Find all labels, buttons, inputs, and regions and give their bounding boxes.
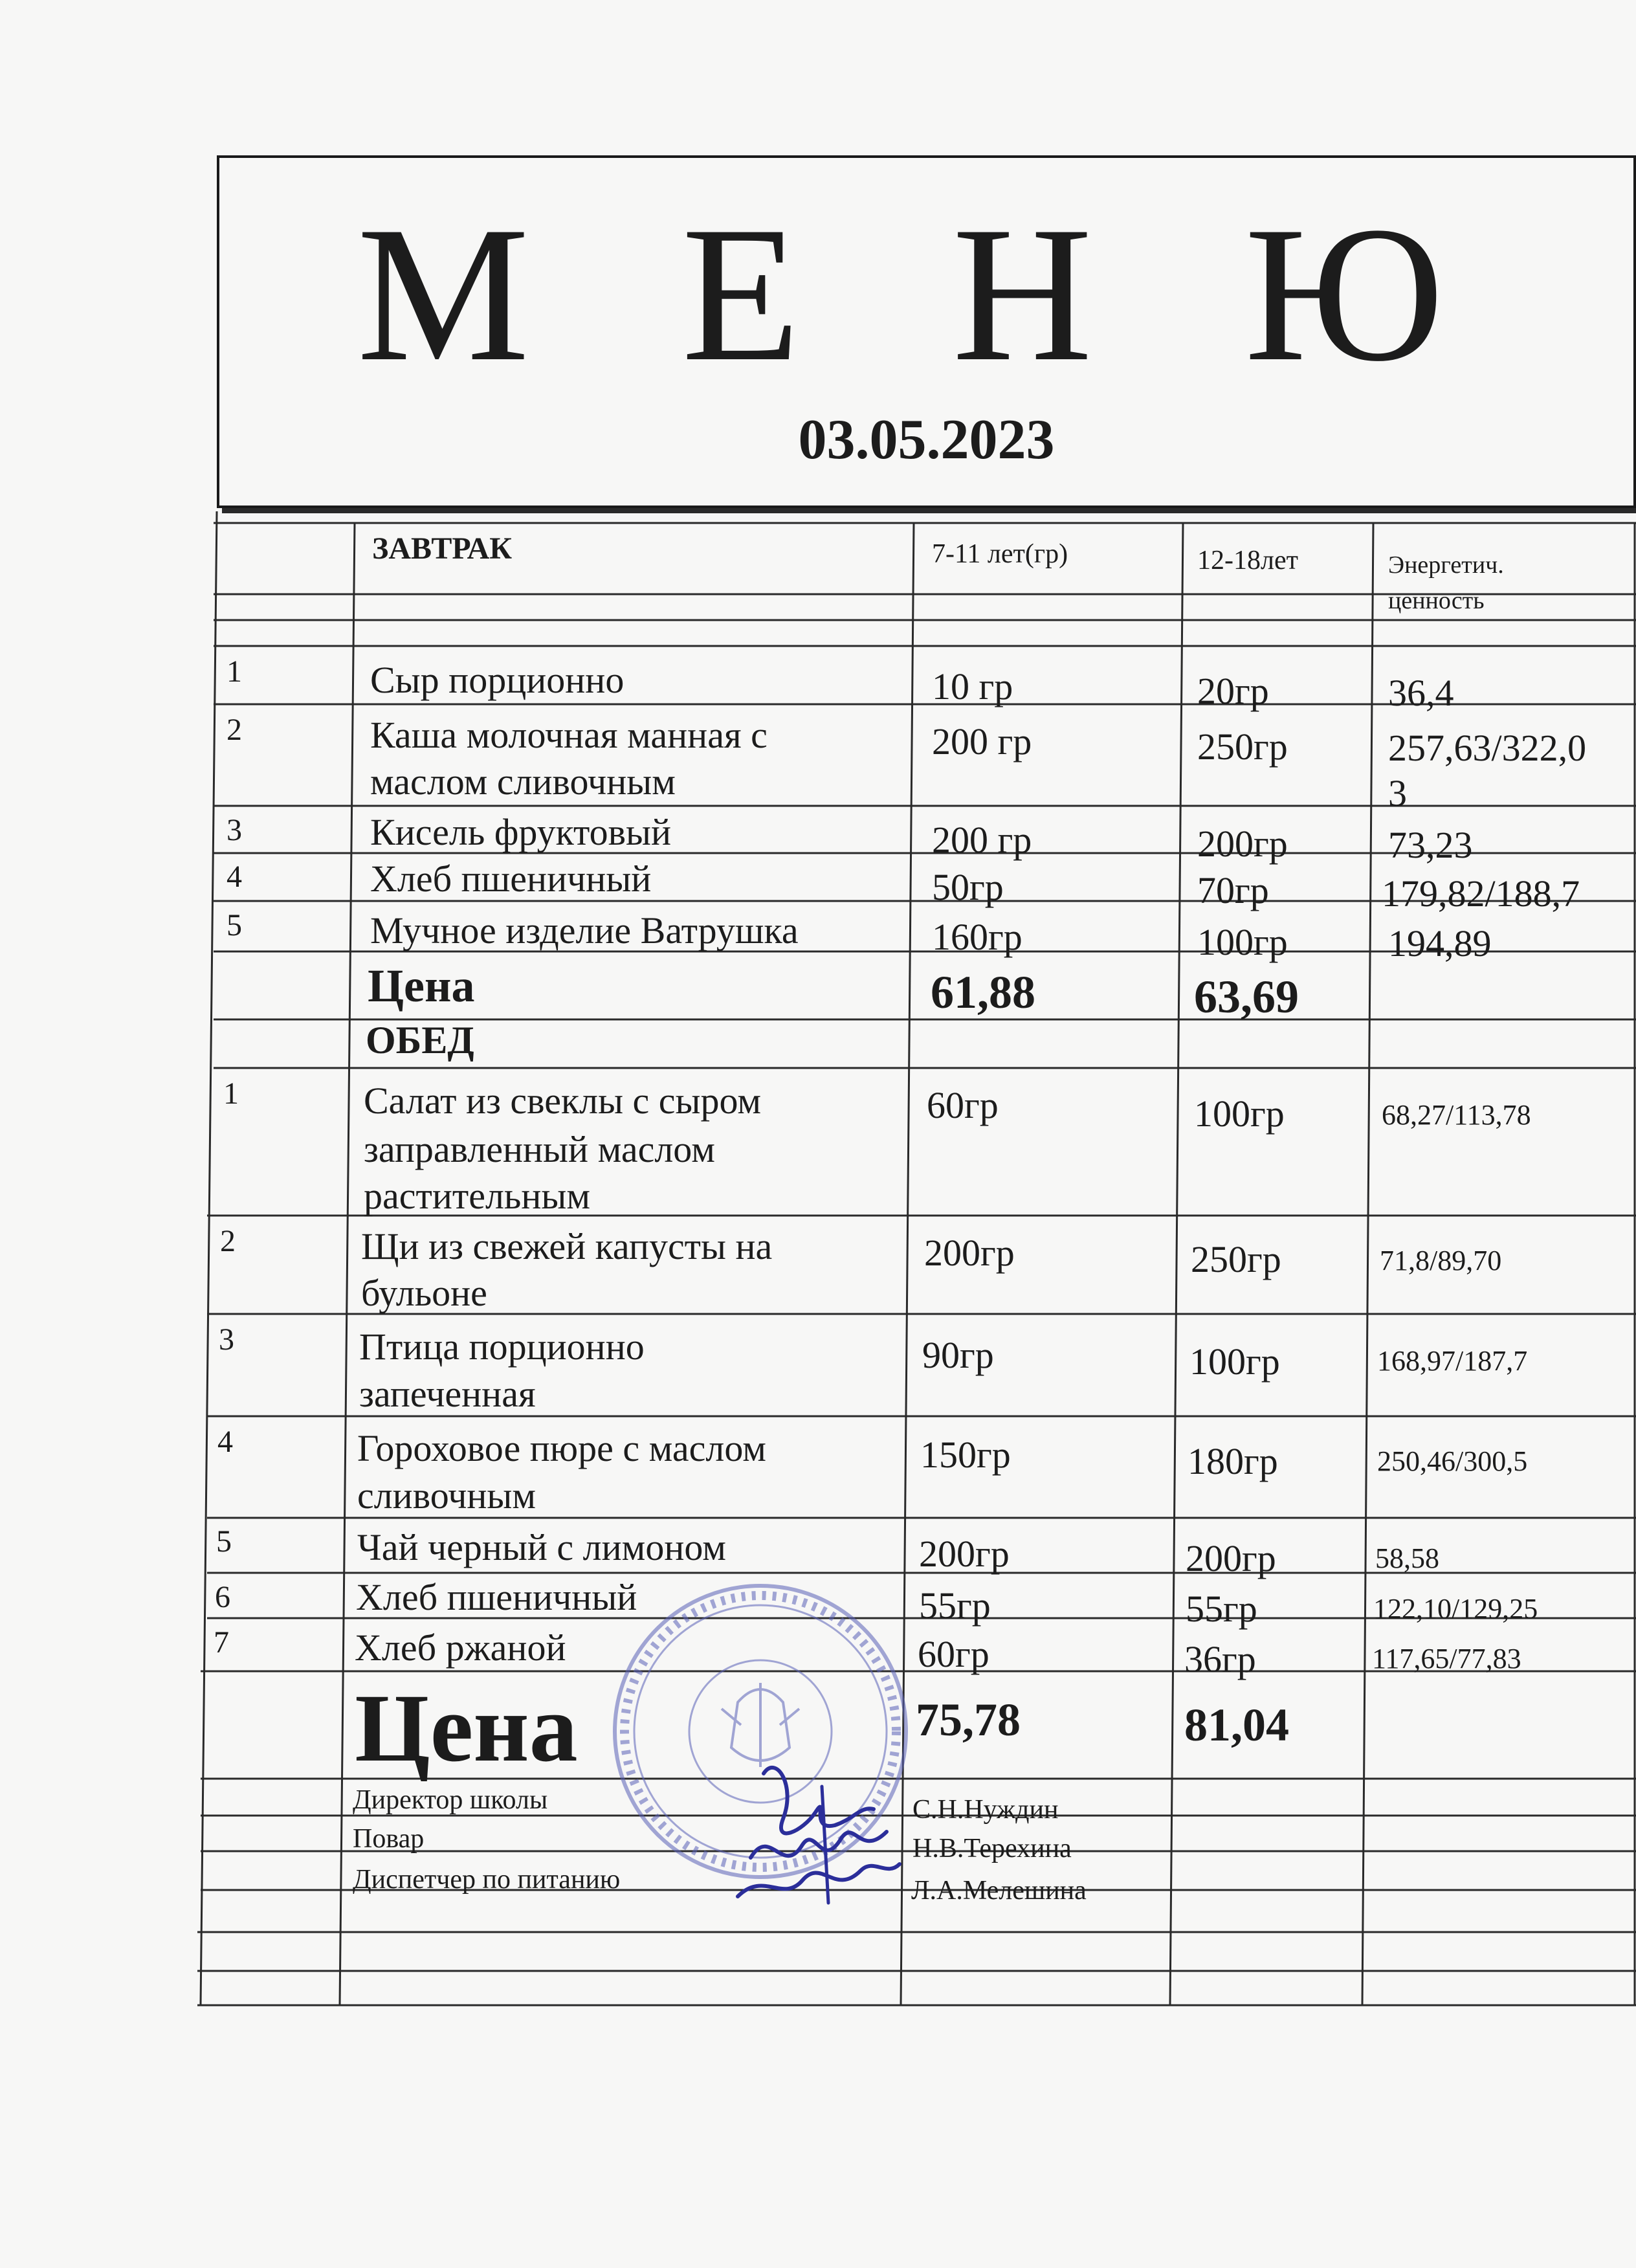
energy-value: 194,89 [1388,922,1492,964]
row-number: 5 [227,908,242,942]
energy-value: 122,10/129,25 [1373,1593,1538,1625]
portion-7-11: 50гр [932,866,1004,908]
portion-12-18: 250гр [1191,1238,1281,1280]
energy-value: 71,8/89,70 [1380,1245,1502,1276]
dish-name: Каша молочная манная с [370,714,768,756]
dish-name: Щи из свежей капусты на [361,1225,773,1267]
energy-value: 168,97/187,7 [1377,1345,1528,1377]
energy-value: 179,82/188,7 [1382,873,1580,915]
col-7-11-header: 7-11 лет(гр) [932,539,1068,569]
row-number: 1 [227,654,242,689]
energy-value: 257,63/322,0 [1388,727,1587,769]
portion-12-18: 200гр [1186,1537,1276,1579]
portion-12-18: 20гр [1197,670,1269,712]
price-12-18: 81,04 [1184,1699,1289,1751]
portion-12-18: 180гр [1188,1440,1278,1482]
portion-7-11: 160гр [932,916,1022,958]
portion-12-18: 55гр [1186,1588,1257,1630]
portion-12-18: 100гр [1197,921,1288,963]
row-number: 3 [227,813,242,847]
price-12-18: 63,69 [1194,971,1299,1023]
portion-12-18: 200гр [1197,823,1288,865]
row-number: 4 [227,860,242,894]
portion-12-18: 36гр [1184,1638,1256,1680]
dish-name-line-2: заправленный маслом [364,1128,715,1170]
portion-12-18: 100гр [1189,1340,1280,1383]
row-number: 5 [216,1524,232,1559]
col-energy-header-2: ценность [1388,587,1485,614]
col-12-18-header: 12-18лет [1197,546,1298,575]
energy-value: 73,23 [1388,824,1473,866]
price-label: Цена [368,960,475,1012]
breakfast-title: ЗАВТРАК [372,531,513,566]
dish-name-line-3: растительным [364,1175,591,1217]
portion-7-11: 200 гр [932,720,1032,762]
row-number: 6 [215,1580,230,1614]
dish-name: Салат из свеклы с сыром [364,1080,762,1122]
row-number: 4 [217,1425,233,1459]
row-number: 2 [220,1224,236,1258]
portion-7-11: 55гр [919,1584,991,1627]
row-number: 2 [227,713,242,747]
portion-7-11: 10 гр [932,665,1013,707]
portion-7-11: 200 гр [932,819,1032,861]
lunch-title: ОБЕД [366,1019,474,1062]
energy-value: 117,65/77,83 [1372,1643,1521,1674]
dish-name-line-2: запеченная [359,1373,536,1415]
menu-title: М Е Н Ю [357,186,1496,401]
row-number: 3 [219,1322,234,1357]
portion-7-11: 200гр [924,1232,1015,1274]
portion-7-11: 60гр [918,1633,989,1675]
row-number: 1 [223,1076,239,1111]
col-energy-header-1: Энергетич. [1388,551,1504,579]
portion-7-11: 90гр [922,1334,994,1376]
portion-12-18: 100гр [1194,1093,1285,1135]
portion-7-11: 200гр [919,1533,1010,1575]
energy-value: 36,4 [1388,672,1454,714]
portion-7-11: 150гр [920,1434,1011,1476]
portion-7-11: 60гр [927,1084,999,1126]
dish-name: Хлеб ржаной [355,1627,566,1669]
signature-role: Директор школы [353,1785,548,1815]
energy-value-line-2: 3 [1388,772,1407,814]
signature-name: С.Н.Нуждин [912,1795,1059,1825]
menu-date: 03.05.2023 [798,408,1055,471]
signature-name: Н.В.Терехина [912,1834,1072,1863]
dish-name: Сыр порционно [370,659,625,701]
dish-name: Гороховое пюре с маслом [357,1427,766,1469]
price-7-11: 61,88 [931,966,1035,1018]
signature-role: Повар [353,1824,425,1854]
dish-name-line-2: маслом сливочным [370,761,676,803]
energy-value: 250,46/300,5 [1377,1445,1528,1477]
energy-value: 68,27/113,78 [1382,1099,1531,1131]
energy-value: 58,58 [1375,1542,1439,1574]
price-7-11: 75,78 [916,1694,1021,1746]
dish-name-line-2: бульоне [361,1272,487,1314]
dish-name-line-2: сливочным [357,1474,536,1517]
dish-name: Мучное изделие Ватрушка [370,909,799,951]
dish-name: Хлеб пшеничный [370,858,652,900]
signature-scribble-icon [725,1748,912,1916]
dish-name: Кисель фруктовый [370,811,672,853]
signature-role: Диспетчер по питанию [353,1865,621,1895]
dish-name: Чай черный с лимоном [357,1526,727,1568]
dish-name: Хлеб пшеничный [356,1576,637,1618]
row-number: 7 [214,1625,229,1660]
signature-name: Л.А.Мелешина [911,1876,1087,1906]
portion-12-18: 70гр [1197,869,1269,911]
price-label: Цена [355,1674,578,1782]
dish-name: Птица порционно [359,1326,645,1368]
portion-12-18: 250гр [1197,726,1288,768]
